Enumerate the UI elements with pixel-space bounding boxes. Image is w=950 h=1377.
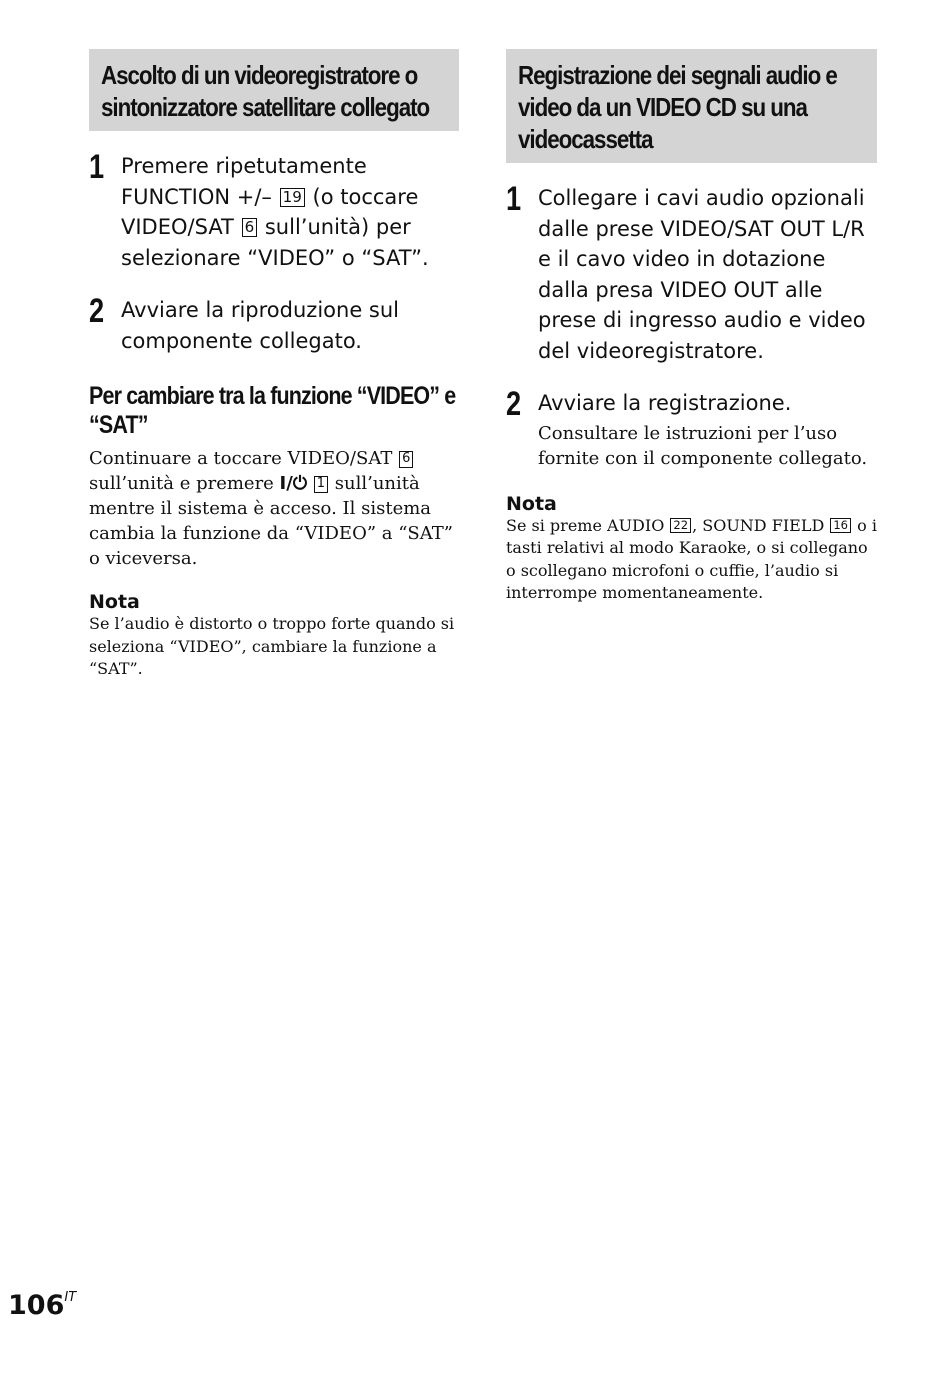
step-number: 1 — [506, 180, 522, 218]
button-ref-box: 22 — [670, 518, 691, 534]
body-text-part: sull’unità mentre il sistema è acceso. Il sistema cambia la funzione da “VIDEO” a “SAT” o viceversa. — [89, 473, 453, 569]
note-text — [506, 515, 877, 605]
power-icon: I/⏻ — [279, 473, 308, 494]
step-number: 2 — [89, 292, 105, 330]
left-column — [89, 49, 459, 681]
button-ref-box: 6 — [399, 451, 413, 468]
body-text-part: Continuare a toccare VIDEO/SAT — [89, 448, 399, 469]
right-column — [506, 49, 877, 605]
section-title: Ascolto di un videoregistratore o sintonizzatore satellitare collegato — [101, 60, 430, 122]
step-number: 2 — [506, 385, 522, 423]
section-title-box — [506, 49, 877, 163]
step-text-part: sull’unità) per selezionare “VIDEO” o “SAT”. — [121, 215, 429, 270]
step-text-part: (o toccare VIDEO/SAT — [121, 184, 419, 239]
button-ref-box: 6 — [242, 218, 258, 237]
note-block — [506, 493, 877, 605]
step-item — [506, 180, 877, 366]
button-ref-box: 1 — [314, 476, 328, 493]
page-number — [8, 1290, 76, 1321]
section-title-box — [89, 49, 459, 131]
step-item — [89, 148, 459, 273]
steps-list — [506, 180, 877, 471]
step-item — [506, 385, 877, 471]
steps-list — [89, 148, 459, 356]
note-label: Nota — [506, 492, 557, 515]
sub-heading: Per cambiare tra la funzione “VIDEO” e “SAT” — [89, 382, 456, 439]
note-text-part: o i tasti relativi al modo Karaoke, o si collegano o scollegano microfoni o cuffie, l’audio si interrompe momentaneamente. — [506, 515, 877, 602]
step-text-part: Premere ripetutamente FUNCTION +/– — [121, 154, 367, 209]
note-text-part: Se si preme AUDIO — [506, 515, 670, 535]
step-subtext: Consultare le istruzioni per l’uso fornite con il componente collegato. — [538, 422, 868, 469]
body-text-part: sull’unità e premere — [89, 473, 280, 494]
step-text: Collegare i cavi audio opzionali dalle prese VIDEO/SAT OUT L/R e il cavo video in dotazione dalla presa VIDEO OUT alle prese di ingresso audio e video del videoregistratore. — [538, 186, 866, 363]
note-block — [89, 591, 459, 681]
note-text-part: , SOUND FIELD — [692, 515, 830, 535]
button-ref-box: 16 — [830, 518, 851, 534]
button-ref-box: 19 — [280, 188, 305, 207]
step-text — [121, 151, 459, 273]
step-number: 1 — [89, 148, 105, 186]
section-title: Registrazione dei segnali audio e video da un VIDEO CD su una videocassetta — [518, 60, 837, 154]
step-text: Avviare la riproduzione sul componente collegato. — [121, 298, 399, 353]
note-label: Nota — [89, 591, 140, 613]
step-item — [89, 292, 459, 356]
step-text: Avviare la registrazione. — [538, 391, 792, 415]
page-language-suffix: IT — [64, 1290, 77, 1305]
page-number-value: 106 — [8, 1290, 65, 1321]
body-paragraph — [89, 446, 459, 571]
note-text: Se l’audio è distorto o troppo forte quando si seleziona “VIDEO”, cambiare la funzione a “SAT”. — [89, 614, 455, 678]
